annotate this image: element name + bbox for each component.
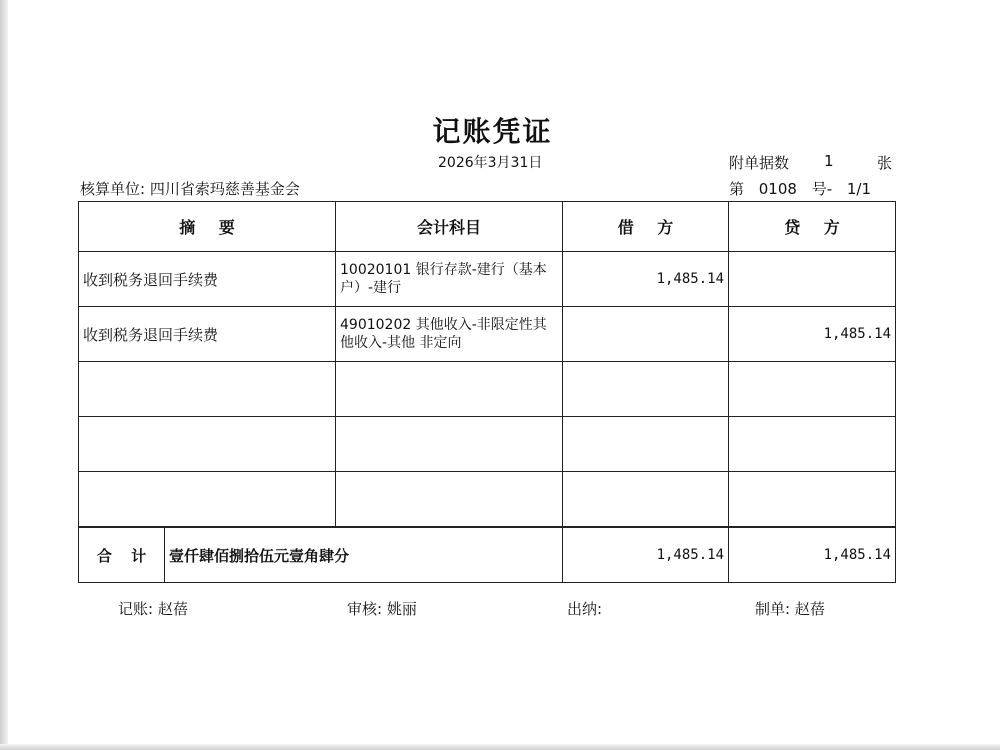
voucher-number: 第 0108 号- 1/1	[729, 180, 872, 198]
row-account: 10020101 银行存款-建行（基本户）-建行	[336, 252, 563, 307]
cashier-signature: 出纳:	[567, 600, 603, 618]
attachment-unit: 张	[877, 154, 893, 172]
row-summary: 收到税务退回手续费	[79, 307, 336, 362]
header-summary: 摘 要	[79, 202, 336, 252]
row-debit	[563, 472, 729, 528]
unit-name: 四川省索玛慈善基金会	[149, 180, 300, 198]
table-row	[79, 417, 896, 472]
table-header-row	[79, 202, 896, 252]
row-debit	[563, 307, 729, 362]
row-credit	[729, 362, 896, 417]
accounting-unit	[80, 178, 300, 199]
row-debit	[563, 362, 729, 417]
row-account	[336, 472, 563, 528]
row-debit: 1,485.14	[563, 252, 729, 307]
reviewer-signature: 审核: 姚丽	[347, 600, 417, 618]
table-row	[79, 307, 896, 362]
total-credit: 1,485.14	[729, 527, 896, 583]
total-amount-in-words: 壹仟肆佰捌拾伍元壹角肆分	[165, 527, 563, 583]
row-summary	[79, 362, 336, 417]
attachment-count: 1	[824, 152, 834, 170]
header-credit: 贷 方	[729, 202, 896, 252]
total-label: 合 计	[79, 527, 165, 583]
voucher-title: 记账凭证	[432, 115, 553, 148]
unit-label: 核算单位:	[80, 180, 146, 198]
row-credit: 1,485.14	[729, 307, 896, 362]
table-row	[79, 252, 896, 307]
scan-edge-bottom	[0, 744, 1000, 750]
bookkeeper-signature: 记账: 赵蓓	[118, 600, 188, 618]
total-debit: 1,485.14	[563, 527, 729, 583]
table-row	[79, 472, 896, 528]
header-account: 会计科目	[336, 202, 563, 252]
row-debit	[563, 417, 729, 472]
row-credit	[729, 417, 896, 472]
row-summary	[79, 417, 336, 472]
row-account	[336, 417, 563, 472]
attachment-count-line	[729, 152, 893, 173]
table-row	[79, 362, 896, 417]
attachment-label: 附单据数	[729, 154, 790, 172]
row-credit	[729, 472, 896, 528]
voucher-date: 2026年3月31日	[438, 155, 543, 171]
row-account: 49010202 其他收入-非限定性其他收入-其他 非定向	[336, 307, 563, 362]
voucher-table	[78, 201, 896, 583]
total-row	[79, 527, 896, 583]
header-debit: 借 方	[563, 202, 729, 252]
row-account	[336, 362, 563, 417]
row-summary	[79, 472, 336, 528]
preparer-signature: 制单: 赵蓓	[755, 600, 825, 618]
row-summary: 收到税务退回手续费	[79, 252, 336, 307]
row-credit	[729, 252, 896, 307]
